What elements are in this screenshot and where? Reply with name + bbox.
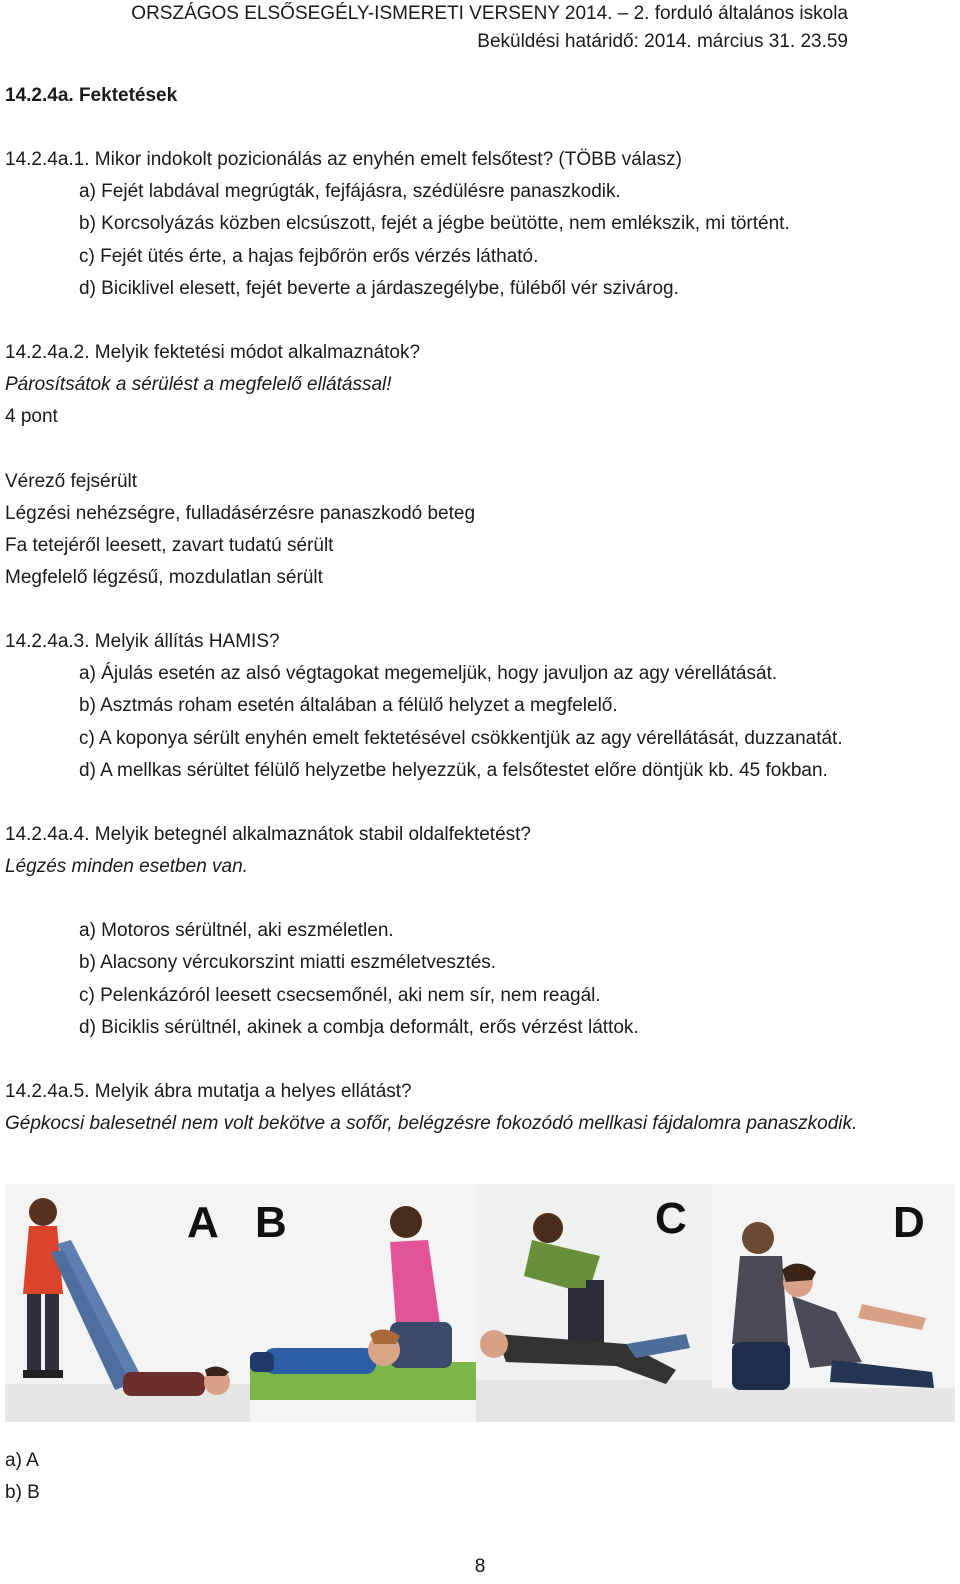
q2-item-4: Megfelelő légzésű, mozdulatlan sérült — [5, 567, 323, 588]
header-deadline: Beküldési határidő: 2014. március 31. 23.59 — [477, 31, 848, 52]
q2-item-3: Fa tetejéről leesett, zavart tudatú sérült — [5, 535, 334, 556]
q5-scenario: Gépkocsi balesetnél nem volt bekötve a sofőr, belégzésre fokozódó mellkasi fájdalomra panaszkodik. — [5, 1113, 858, 1134]
header-title: ORSZÁGOS ELSŐSEGÉLY-ISMERETI VERSENY 2014. – 2. forduló általános iskola — [131, 3, 848, 24]
photo-label-d: D — [893, 1198, 925, 1247]
q1-option-a: a) Fejét labdával megrúgták, fejfájásra, szédülésre panaszkodik. — [79, 181, 621, 202]
q3-option-a: a) Ájulás esetén az alsó végtagokat megemeljük, hogy javuljon az agy vérellátását. — [79, 663, 778, 684]
page-number: 8 — [474, 1556, 486, 1577]
section-title: 14.2.4a. Fektetések — [5, 85, 178, 106]
photo-label-a: A — [187, 1198, 219, 1247]
q5-title: 14.2.4a.5. Melyik ábra mutatja a helyes ellátást? — [5, 1081, 412, 1102]
q2-item-1: Vérező fejsérült — [5, 471, 138, 492]
photo-label-c: C — [655, 1194, 687, 1243]
photo-label-b: B — [255, 1198, 287, 1247]
q1-option-d: d) Biciklivel elesett, fejét beverte a járdaszegélybe, füléből vér szivárog. — [79, 278, 679, 299]
q4-title: 14.2.4a.4. Melyik betegnél alkalmaznátok stabil oldalfektetést? — [5, 824, 531, 845]
q4-option-a: a) Motoros sérültnél, aki eszméletlen. — [79, 920, 394, 941]
q4-note: Légzés minden esetben van. — [5, 856, 248, 877]
q2-instruction: Párosítsátok a sérülést a megfelelő ellátással! — [5, 374, 392, 395]
q2-item-2: Légzési nehézségre, fulladásérzésre panaszkodó beteg — [5, 503, 476, 524]
q2-points: 4 pont — [5, 406, 58, 427]
q1-title: 14.2.4a.1. Mikor indokolt pozicionálás az enyhén emelt felsőtest? (TÖBB válasz) — [5, 149, 682, 170]
q1-option-b: b) Korcsolyázás közben elcsúszott, fejét a jégbe beütötte, nem emlékszik, mi történt. — [79, 213, 790, 234]
q3-option-c: c) A koponya sérült enyhén emelt fektetésével csökkentjük az agy vérellátását, duzzanatát. — [79, 728, 843, 749]
positioning-photos — [5, 1184, 955, 1422]
q4-option-b: b) Alacsony vércukorszint miatti eszméletvesztés. — [79, 952, 497, 973]
q3-option-b: b) Asztmás roham esetén általában a félülő helyzet a megfelelő. — [79, 695, 618, 716]
q4-option-d: d) Biciklis sérültnél, akinek a combja deformált, erős vérzést láttok. — [79, 1017, 639, 1038]
q2-title: 14.2.4a.2. Melyik fektetési módot alkalmaznátok? — [5, 342, 421, 363]
q5-option-b: b) B — [5, 1482, 40, 1503]
q3-title: 14.2.4a.3. Melyik állítás HAMIS? — [5, 631, 280, 652]
q1-option-c: c) Fejét ütés érte, a hajas fejbőrön erős vérzés látható. — [79, 246, 539, 267]
q4-option-c: c) Pelenkázóról leesett csecsemőnél, aki nem sír, nem reagál. — [79, 985, 601, 1006]
q5-option-a: a) A — [5, 1450, 39, 1471]
q3-option-d: d) A mellkas sérültet félülő helyzetbe helyezzük, a felsőtestet előre döntjük kb. 45 fokban. — [79, 760, 828, 781]
